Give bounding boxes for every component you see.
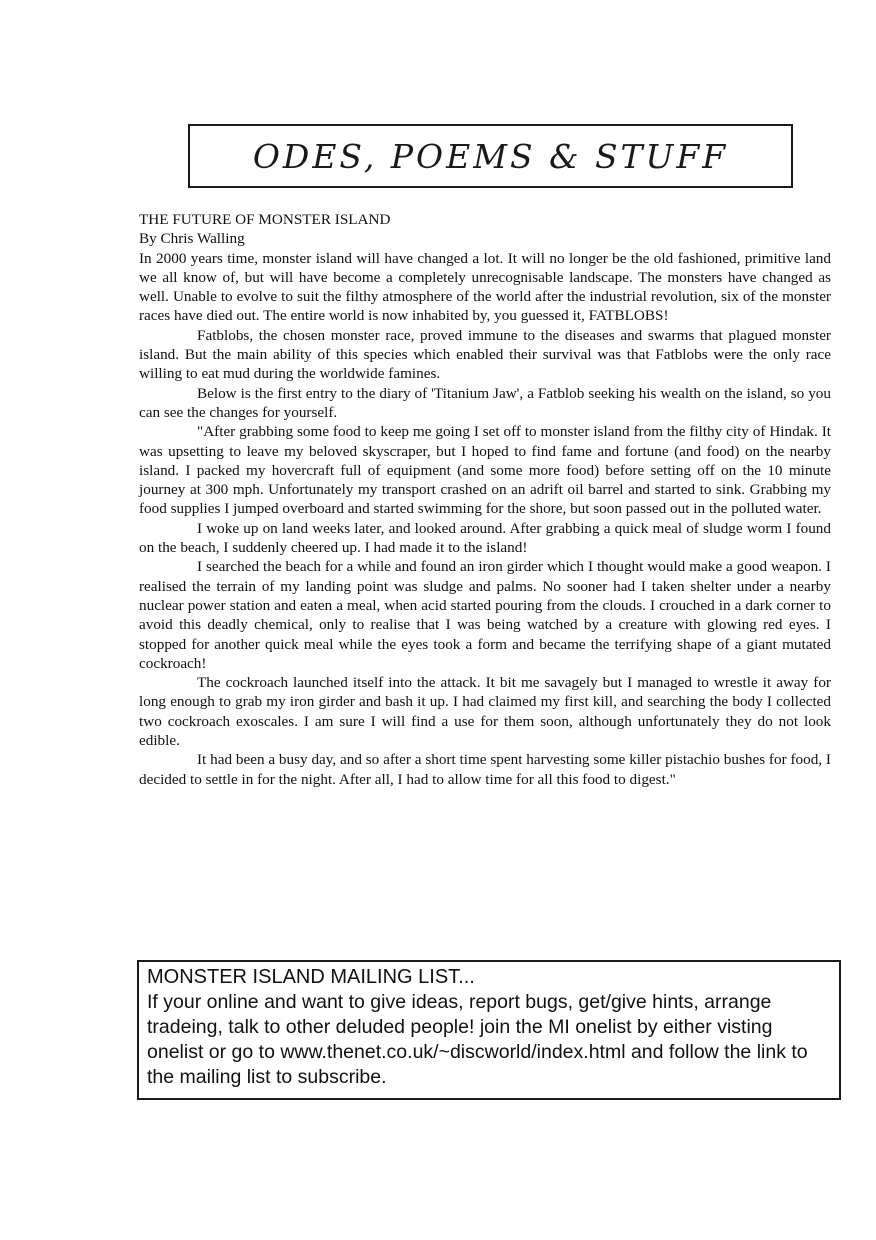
article-paragraph: Below is the first entry to the diary of 'Titanium Jaw', a Fatblob seeking his wealth on the island, so you can see the changes for yourself.: [139, 384, 831, 421]
article: [139, 210, 831, 789]
article-paragraph: In 2000 years time, monster island will have changed a lot. It will no longer be the old fashioned, primitive land we all know of, but will have become a completely unrecognisable landscape. The monsters have changed as well. Unable to evolve to suit the filthy atmosphere of the world after the industrial revolution, six of the monster races have died out. The entire world is now inhabited by, you guessed it, FATBLOBS!: [139, 249, 831, 325]
article-paragraph: I searched the beach for a while and found an iron girder which I thought would make a good weapon. I realised the terrain of my landing point was sludge and palms. No sooner had I taken shelter under a nearby nuclear power station and eaten a meal, when acid started pouring from the clouds. I crouched in a dark corner to avoid this deadly chemical, only to realise that I was being watched by a creature with glowing red eyes. I stopped for another quick meal while the eyes took a form and became the terrifying shape of a giant mutated cockroach!: [139, 558, 831, 672]
article-paragraph: It had been a busy day, and so after a short time spent harvesting some killer pistachio bushes for food, I decided to settle in for the night. After all, I had to allow time for all this food to digest.": [139, 751, 831, 788]
mailing-list-body: If your online and want to give ideas, report bugs, get/give hints, arrange tradeing, talk to other deluded people! join the MI onelist by either visting onelist or go to www.thenet.co.uk/~discworld/index.html and follow the link to the mailing list to subscribe.: [147, 991, 808, 1088]
mailing-list-title: MONSTER ISLAND MAILING LIST...: [147, 966, 475, 988]
article-paragraph: I woke up on land weeks later, and looked around. After grabbing a quick meal of sludge worm I found on the beach, I suddenly cheered up. I had made it to the island!: [139, 519, 831, 557]
mailing-list-box: [137, 960, 841, 1100]
article-paragraph: "After grabbing some food to keep me going I set off to monster island from the filthy city of Hindak. It was upsetting to leave my beloved skyscraper, but I hoped to find fame and fortune (and food) on the nearby island. I packed my hovercraft full of equipment (and some more food) before setting off on the 10 minute journey at 300 mph. Unfortunately my transport crashed on an adrift oil barrel and started to sink. Grabbing my food supplies I jumped overboard and started swimming for the shore, but soon passed out in the polluted water.: [139, 423, 831, 518]
article-paragraph: The cockroach launched itself into the attack. It bit me savagely but I managed to wrestle it away for long enough to grab my iron girder and bash it up. I had claimed my first kill, and searching the body I collected two cockroach exoscales. I am sure I will find a use for them soon, although unfortunately they do not look edible.: [139, 674, 831, 750]
banner-title: ODES, POEMS & STUFF: [252, 136, 729, 176]
section-banner: [188, 124, 793, 188]
article-byline: By Chris Walling: [139, 230, 245, 248]
article-paragraph: Fatblobs, the chosen monster race, proved immune to the diseases and swarms that plagued monster island. But the main ability of this species which enabled their survival was that Fatblobs were the only race willing to eat mud during the worldwide famines.: [139, 326, 831, 383]
article-title: THE FUTURE OF MONSTER ISLAND: [139, 211, 391, 228]
